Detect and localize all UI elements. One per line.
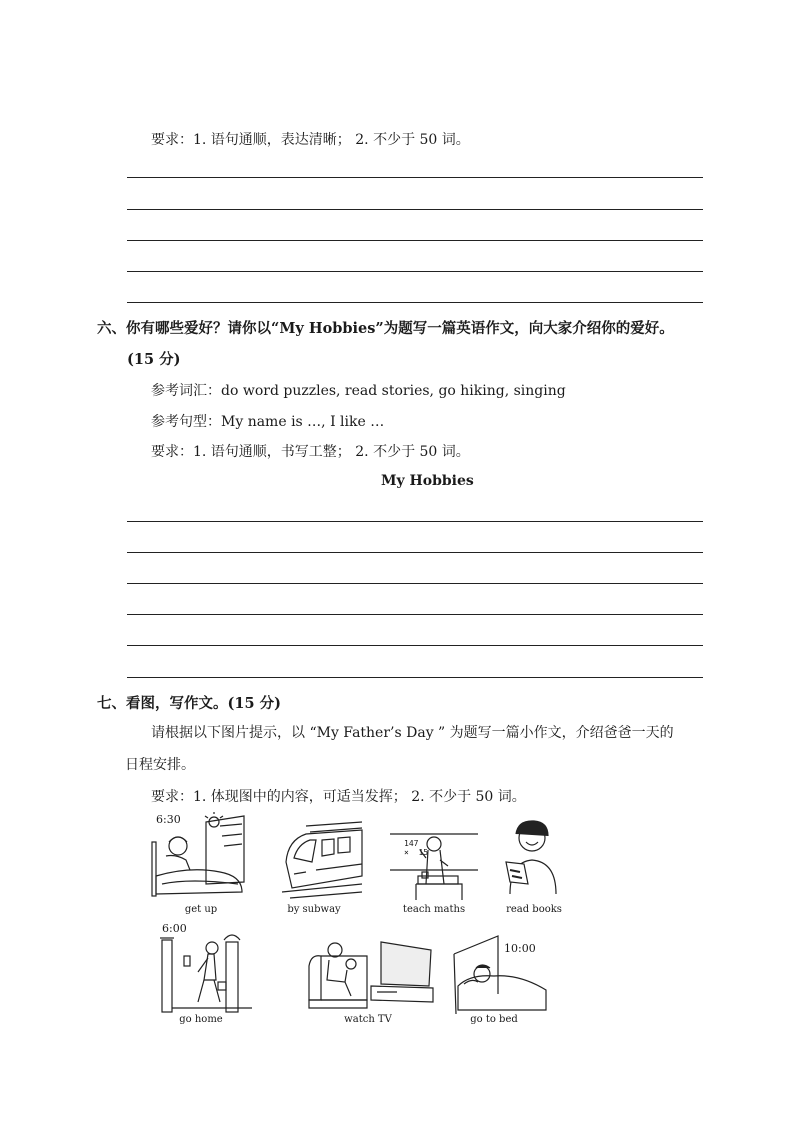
sleeping-man-icon <box>450 934 552 1016</box>
writing-line[interactable] <box>127 177 703 178</box>
caption-watch-tv: watch TV <box>344 1014 392 1025</box>
caption-by-subway: by subway <box>287 904 341 915</box>
watching-tv-icon <box>305 936 435 1014</box>
section7-instruction-line2: 日程安排。 <box>125 757 195 773</box>
writing-line[interactable] <box>127 240 703 241</box>
writing-line[interactable] <box>127 645 703 646</box>
picture-read-books <box>500 818 564 896</box>
section7-title: 七、看图，写作文。(15 分) <box>97 695 281 712</box>
time-label: 6:00 <box>162 922 187 935</box>
essay-title: My Hobbies <box>381 473 474 489</box>
picture-subway <box>276 818 366 900</box>
picture-teach-maths <box>388 830 480 902</box>
section6-sentence: 参考句型：My name is …, I like … <box>151 414 385 430</box>
writing-line[interactable] <box>127 521 703 522</box>
time-label: 10:00 <box>504 942 536 955</box>
writing-line[interactable] <box>127 209 703 210</box>
subway-train-icon <box>276 818 366 900</box>
writing-line[interactable] <box>127 552 703 553</box>
section6-score: (15 分) <box>127 351 181 368</box>
teacher-icon <box>388 830 480 902</box>
section6-title: 六、你有哪些爱好？请你以“My Hobbies”为题写一篇英语作文，向大家介绍你的爱好。 <box>97 320 674 337</box>
caption-go-home: go home <box>179 1014 223 1025</box>
caption-teach-maths: teach maths <box>402 904 466 915</box>
caption-get-up: get up <box>184 904 218 915</box>
board-text: 147 × 15 <box>404 839 429 857</box>
section6-vocab: 参考词汇：do word puzzles, read stories, go hiking, singing <box>151 383 566 399</box>
caption-go-to-bed: go to bed <box>470 1014 518 1025</box>
picture-go-home <box>158 922 254 1014</box>
section7-requirement: 要求：1. 体现图中的内容，可适当发挥； 2. 不少于 50 词。 <box>151 789 526 805</box>
picture-watch-tv <box>305 936 435 1014</box>
section7-instruction-line1: 请根据以下图片提示，以 “My Father’s Day ” 为题写一篇小作文，介绍爸爸一天的 <box>151 725 674 741</box>
writing-line[interactable] <box>127 271 703 272</box>
section6-requirement: 要求：1. 语句通顺，书写工整； 2. 不少于 50 词。 <box>151 444 470 460</box>
walking-home-icon <box>158 922 254 1014</box>
time-label: 6:30 <box>156 813 181 826</box>
writing-line[interactable] <box>127 302 703 303</box>
writing-line[interactable] <box>127 583 703 584</box>
picture-go-to-bed <box>450 934 552 1016</box>
reading-man-icon <box>500 818 564 896</box>
caption-read-books: read books <box>506 904 562 915</box>
writing-line[interactable] <box>127 677 703 678</box>
section5-requirement: 要求：1. 语句通顺，表达清晰； 2. 不少于 50 词。 <box>151 132 470 148</box>
picture-get-up <box>150 812 250 898</box>
writing-line[interactable] <box>127 614 703 615</box>
